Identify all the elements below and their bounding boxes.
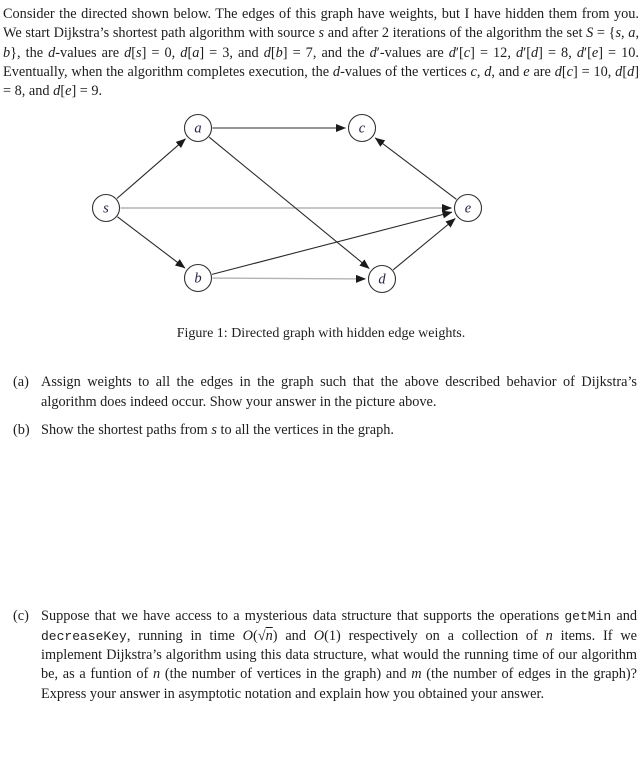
edge-e-c <box>375 138 456 199</box>
part-b-label: (b) <box>13 422 30 439</box>
figure-caption: Figure 1: Directed graph with hidden edge weights. <box>176 326 466 342</box>
part-a-label: (a) <box>13 374 29 391</box>
part-c <box>3 607 639 703</box>
edge-b-e <box>212 213 452 275</box>
question-parts <box>3 373 639 703</box>
graph-node-label-e: e <box>464 201 472 218</box>
part-c-text: Suppose that we have access to a mysterious data structure that supports the operations getMin and decreaseKey, running in time O(√n) and O(1) respectively on a collection of n items. If we implement Dijkstra’s algorithm using this data structure, what would the running time of our algorithm be, as a funtion of n (the number of vertices in the graph) and m (the number of edges in the graph)? Express your answer in asymptotic notation and explain how you obtained your answer. <box>41 608 637 702</box>
graph-node-label-a: a <box>194 121 202 138</box>
graph-node-label-d: d <box>378 272 386 289</box>
edge-b-d <box>213 279 366 280</box>
part-a-text: Assign weights to all the edges in the graph such that the above described behavior of Dijkstra’s algorithm does indeed occur. Show your answer in the picture above. <box>41 374 637 410</box>
graph-node-label-s: s <box>103 201 109 218</box>
part-a <box>3 373 639 412</box>
edge-d-e <box>393 219 455 270</box>
problem-statement: Consider the directed shown below. The edges of this graph have weights, but I have hidden them from you. We start Dijkstra’s shortest path algorithm with source s and after 2 iterations of the algorithm the set S = {s, a, b}, the d-values are d[s] = 0, d[a] = 3, and d[b] = 7, and the d′-values are d′[c] = 12, d′[d] = 8, d′[e] = 10. Eventually, when the algorithm completes execution, the d-values of the vertices c, d, and e are d[c] = 10, d[d] = 8, and d[e] = 9. <box>3 6 640 100</box>
edge-a-d <box>209 138 369 269</box>
edge-s-a <box>117 139 186 199</box>
part-b <box>3 421 639 440</box>
part-c-label: (c) <box>13 608 29 625</box>
graph-node-label-b: b <box>194 271 202 288</box>
graph-figure <box>3 110 639 343</box>
part-b-text: Show the shortest paths from s to all the vertices in the graph. <box>41 422 395 439</box>
directed-graph <box>3 110 642 310</box>
edge-s-b <box>118 217 185 268</box>
graph-node-label-c: c <box>358 121 366 138</box>
